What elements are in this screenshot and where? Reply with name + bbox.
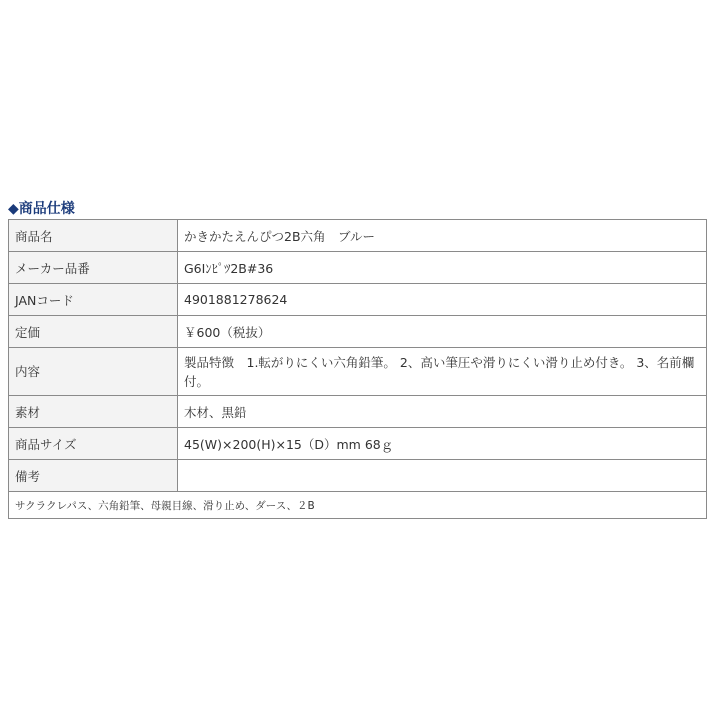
row-label-contents: 内容 [9,348,178,396]
table-row [9,220,707,252]
table-row [9,396,707,428]
row-label-product-name: 商品名 [9,220,178,252]
product-spec-section [8,199,708,519]
row-value-contents: 製品特徴 1.転がりにくい六角鉛筆。 2、高い筆圧や滑りにくい滑り止め付き。 3、名前欄付。 [178,348,707,396]
row-value-product-name: かきかたえんぴつ2B六角 ブルー [178,220,707,252]
row-value-price: ￥600（税抜） [178,316,707,348]
row-value-remarks [178,460,707,492]
row-value-maker-code: G6Iﾝﾋﾟﾂ2B#36 [178,252,707,284]
table-row [9,428,707,460]
row-label-material: 素材 [9,396,178,428]
table-row [9,492,707,519]
table-row [9,316,707,348]
row-label-remarks: 備考 [9,460,178,492]
table-row [9,348,707,396]
spec-table [8,219,707,519]
row-label-jan-code: JANコード [9,284,178,316]
row-value-jan-code: 4901881278624 [178,284,707,316]
row-label-price: 定価 [9,316,178,348]
section-title: ◆商品仕様 [8,201,75,217]
row-label-maker-code: メーカー品番 [9,252,178,284]
row-value-material: 木材、黒鉛 [178,396,707,428]
table-row [9,460,707,492]
keyword-note: サクラクレパス、六角鉛筆、母親目線、滑り止め、ダース、２B [9,492,707,519]
table-row [9,252,707,284]
row-label-size: 商品サイズ [9,428,178,460]
row-value-size: 45(W)×200(H)×15（D）mm 68ｇ [178,428,707,460]
table-row [9,284,707,316]
